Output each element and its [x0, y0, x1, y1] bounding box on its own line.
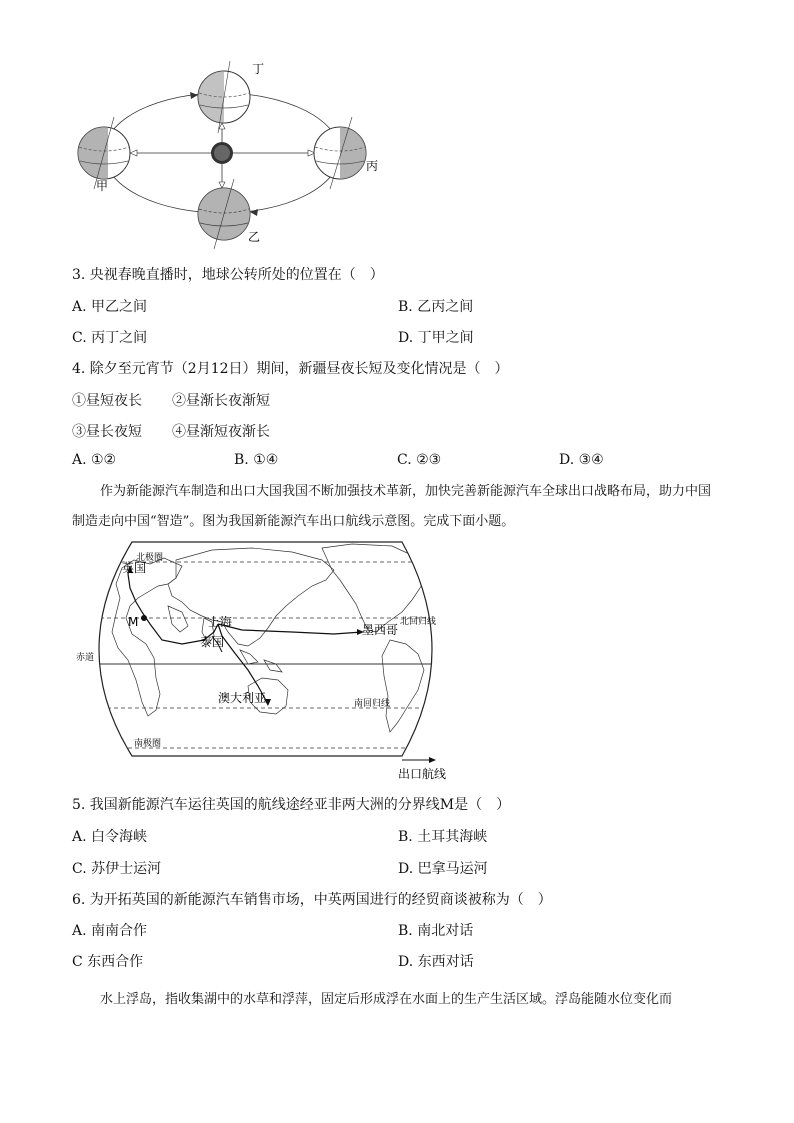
- q4-option-d[interactable]: D. ③④: [559, 452, 604, 468]
- label-bing: 丙: [366, 159, 379, 173]
- export-route-map: [72, 540, 462, 786]
- q6-option-a[interactable]: A. 南南合作: [72, 923, 148, 939]
- label-arctic-circle: 北极圈: [136, 553, 164, 563]
- q6-stem: 6. 为开拓英国的新能源汽车销售市场，中英两国进行的经贸商谈被称为（ ）: [72, 892, 552, 908]
- q6-option-b[interactable]: B. 南北对话: [398, 923, 474, 939]
- q5-option-c[interactable]: C. 苏伊士运河: [72, 861, 162, 877]
- q4-item-1: ①昼短夜长: [72, 393, 142, 409]
- passage-new-energy-vehicles: 作为新能源汽车制造和出口大国我国不断加强技术革新，加快完善新能源汽车全球出口战略布局，助力中国制造走向中国“智造”。图为我国新能源汽车出口航线示意图。完成下面小题。: [72, 484, 712, 529]
- label-tropic-capricorn: 南回归线: [354, 699, 391, 709]
- label-ding: 丁: [252, 62, 265, 76]
- q3-stem: 3. 央视春晚直播时，地球公转所处的位置在（ ）: [72, 267, 384, 283]
- label-uk: 英国: [122, 561, 147, 575]
- legend-export-route: 出口航线: [398, 767, 447, 781]
- label-thailand: 泰国: [200, 635, 225, 649]
- q5-option-b[interactable]: B. 土耳其海峡: [398, 829, 488, 845]
- q4-option-b[interactable]: B. ①④: [234, 452, 279, 468]
- q4-option-a[interactable]: A. ①②: [72, 452, 117, 468]
- label-australia: 澳大利亚: [218, 691, 267, 705]
- label-m: M: [128, 615, 139, 629]
- earth-ding: [198, 61, 250, 133]
- label-yi: 乙: [248, 230, 261, 244]
- label-jia: 甲: [96, 179, 109, 193]
- earth-bing: [314, 117, 366, 189]
- q4-item-3: ③昼长夜短: [72, 424, 142, 440]
- label-tropic-cancer: 北回归线: [400, 617, 437, 627]
- q4-stem: 4. 除夕至元宵节（2月12日）期间，新疆昼夜长短及变化情况是（ ）: [72, 361, 509, 377]
- q6-option-d[interactable]: D. 东西对话: [398, 954, 474, 970]
- q6-option-c[interactable]: C 东西合作: [72, 954, 144, 970]
- label-equator: 赤道: [76, 653, 95, 663]
- passage-floating-island: 水上浮岛，指收集湖中的水草和浮萍，固定后形成浮在水面上的生产生活区域。浮岛能随水位变化而: [100, 992, 673, 1007]
- q3-option-a[interactable]: A. 甲乙之间: [72, 299, 148, 315]
- earth-orbit-diagram: [70, 55, 390, 250]
- label-antarctic-circle: 南极圈: [134, 739, 162, 749]
- q3-option-c[interactable]: C. 丙丁之间: [72, 330, 148, 346]
- earth-yi: [198, 179, 250, 249]
- q5-option-a[interactable]: A. 白令海峡: [72, 829, 148, 845]
- m-point: [141, 615, 147, 621]
- q4-item-2: ②昼渐长夜渐短: [172, 393, 270, 409]
- q3-option-d[interactable]: D. 丁甲之间: [398, 330, 474, 346]
- q5-option-d[interactable]: D. 巴拿马运河: [398, 861, 488, 877]
- label-mexico: 墨西哥: [362, 623, 399, 637]
- label-shanghai: 上海: [208, 615, 233, 629]
- q4-item-4: ④昼渐短夜渐长: [172, 424, 270, 440]
- q4-option-c[interactable]: C. ②③: [397, 452, 442, 468]
- q3-option-b[interactable]: B. 乙丙之间: [398, 299, 474, 315]
- q5-stem: 5. 我国新能源汽车运往英国的航线途经亚非两大洲的分界线M是（ ）: [72, 797, 511, 813]
